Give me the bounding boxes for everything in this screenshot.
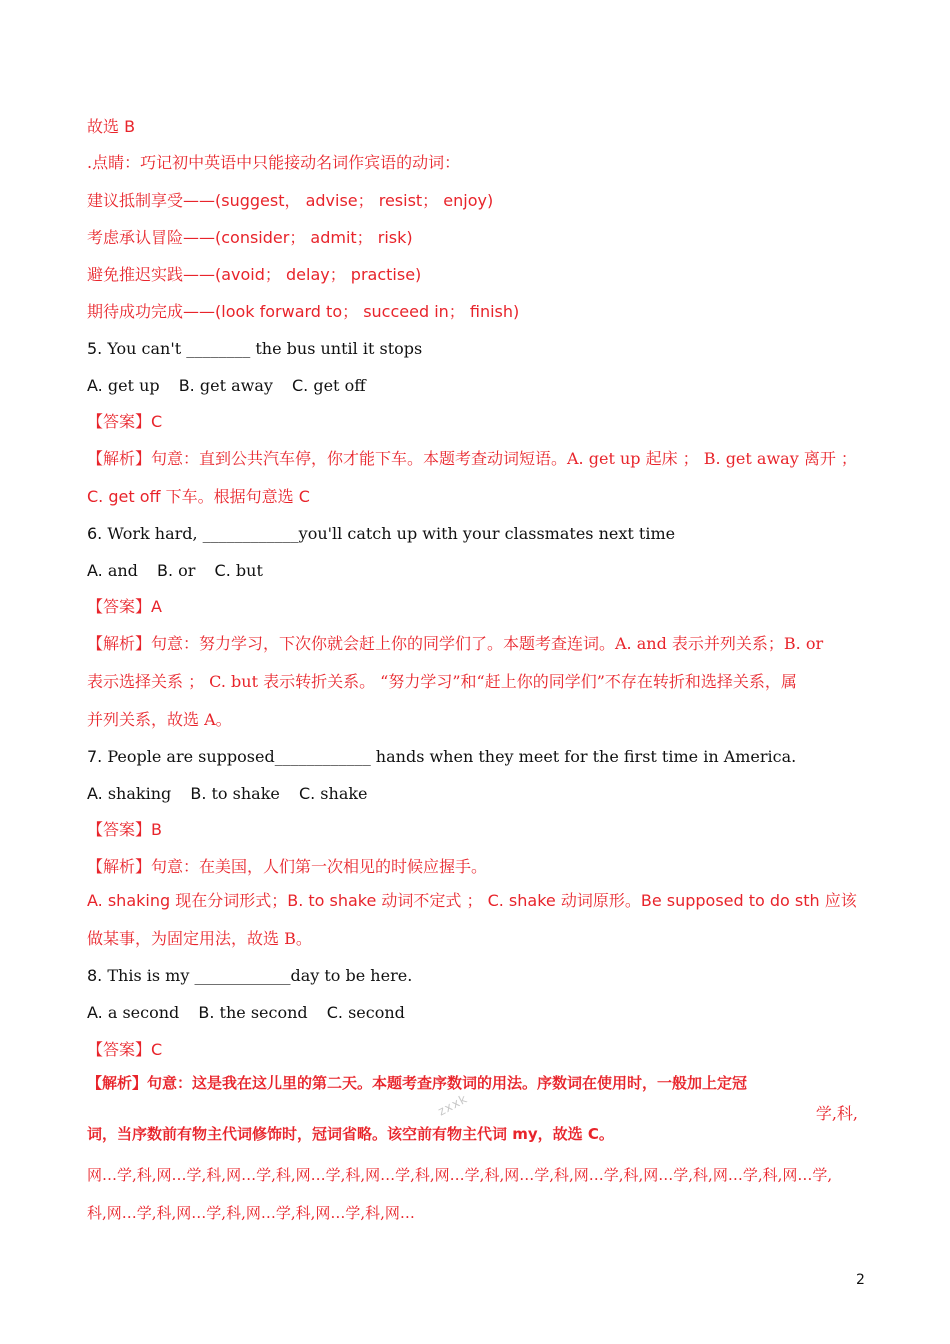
note-row-3: 避免推迟实践——(avoid； delay； practise): [87, 265, 422, 284]
question-5-analysis-2: C. get off 下车。根据句意选 C: [87, 487, 310, 506]
note-choose: 故选 B: [87, 117, 136, 136]
question-6-analysis-1: 【解析】句意：努力学习，下次你就会赶上你的同学们了。本题考查连词。A. and 表示并列关系；B. or: [87, 634, 824, 653]
question-8-answer: 【答案】C: [87, 1040, 163, 1059]
option-a: A. and: [87, 561, 138, 580]
option-b: B. the second: [198, 1003, 308, 1022]
question-6-answer: 【答案】A: [87, 597, 162, 616]
footer-line-2: 科,网…学,科,网…学,科,网…学,科,网…学,科,网…: [87, 1204, 415, 1222]
option-b: B. get away: [178, 376, 273, 395]
option-c: C. second: [326, 1003, 405, 1022]
question-7-options: [87, 784, 864, 804]
question-6-stem: 6. Work hard, ____________you'll catch up with your classmates next time: [87, 524, 676, 543]
note-row-2: 考虑承认冒险——(consider； admit； risk): [87, 228, 413, 247]
question-7-analysis-1: 【解析】句意：在美国，人们第一次相见的时候应握手。: [87, 857, 488, 876]
question-6-options: [87, 561, 864, 581]
question-number: 7.: [87, 747, 103, 766]
note-row-1: 建议抵制享受——(suggest， advise； resist； enjoy): [87, 191, 494, 210]
question-number: 5.: [87, 339, 103, 358]
option-c: C. get off: [291, 376, 366, 395]
question-8-analysis-1: 【解析】句意：这是我在这儿里的第二天。本题考查序数词的用法。序数词在使用时，一般加上定冠: [87, 1074, 748, 1092]
question-5-analysis-1: 【解析】句意：直到公共汽车停，你才能下车。本题考查动词短语。A. get up 起床 ； B. get away 离开 ；: [87, 449, 857, 468]
note-row-4: 期待成功完成——(look forward to； succeed in； finish): [87, 302, 520, 321]
question-7-stem: 7. People are supposed____________ hands when they meet for the first time in America.: [87, 747, 797, 766]
question-7-answer: 【答案】B: [87, 820, 162, 839]
option-c: C. but: [214, 561, 263, 580]
question-5-answer: 【答案】C: [87, 412, 163, 431]
option-b: B. or: [157, 561, 196, 580]
option-a: A. a second: [87, 1003, 180, 1022]
question-7-analysis-3: 做某事，为固定用法，故选 B。: [87, 929, 312, 948]
question-5-stem: 5. You can't ________ the bus until it stops: [87, 339, 423, 358]
question-7-analysis-2: A. shaking 现在分词形式；B. to shake 动词不定式 ； C. shake 动词原形。Be supposed to do sth 应该: [87, 891, 857, 910]
footer-line-1: 网…学,科,网…学,科,网…学,科,网…学,科,网…学,科,网…学,科,网…学,科,网…学,科,网…学,科,网…学,科,网…学,: [87, 1166, 833, 1184]
question-6-analysis-2: 表示选择关系 ； C. but 表示转折关系。 “努力学习”和“赶上你的同学们”不存在转折和选择关系，属: [87, 672, 797, 691]
question-8-analysis-2: 词，当序数前有物主代词修饰时，冠词省略。该空前有物主代词 my，故选 C。: [87, 1125, 614, 1143]
question-8-stem: 8. This is my ____________day to be here.: [87, 966, 413, 985]
page-number: 2: [856, 1272, 865, 1288]
option-c: C. shake: [298, 784, 368, 803]
question-8-options: [87, 1003, 864, 1023]
question-number: 6.: [87, 524, 103, 543]
question-number: 8.: [87, 966, 103, 985]
note-tip: .点睛：巧记初中英语中只能接动名词作宾语的动词：: [87, 153, 461, 172]
question-8-analysis-right: 学,科,: [815, 1104, 858, 1123]
option-a: A. shaking: [87, 784, 172, 803]
option-b: B. to shake: [190, 784, 280, 803]
option-a: A. get up: [87, 376, 160, 395]
question-5-options: [87, 376, 864, 396]
question-6-analysis-3: 并列关系，故选 A。: [87, 710, 232, 729]
watermark: zxxk: [435, 1091, 470, 1119]
